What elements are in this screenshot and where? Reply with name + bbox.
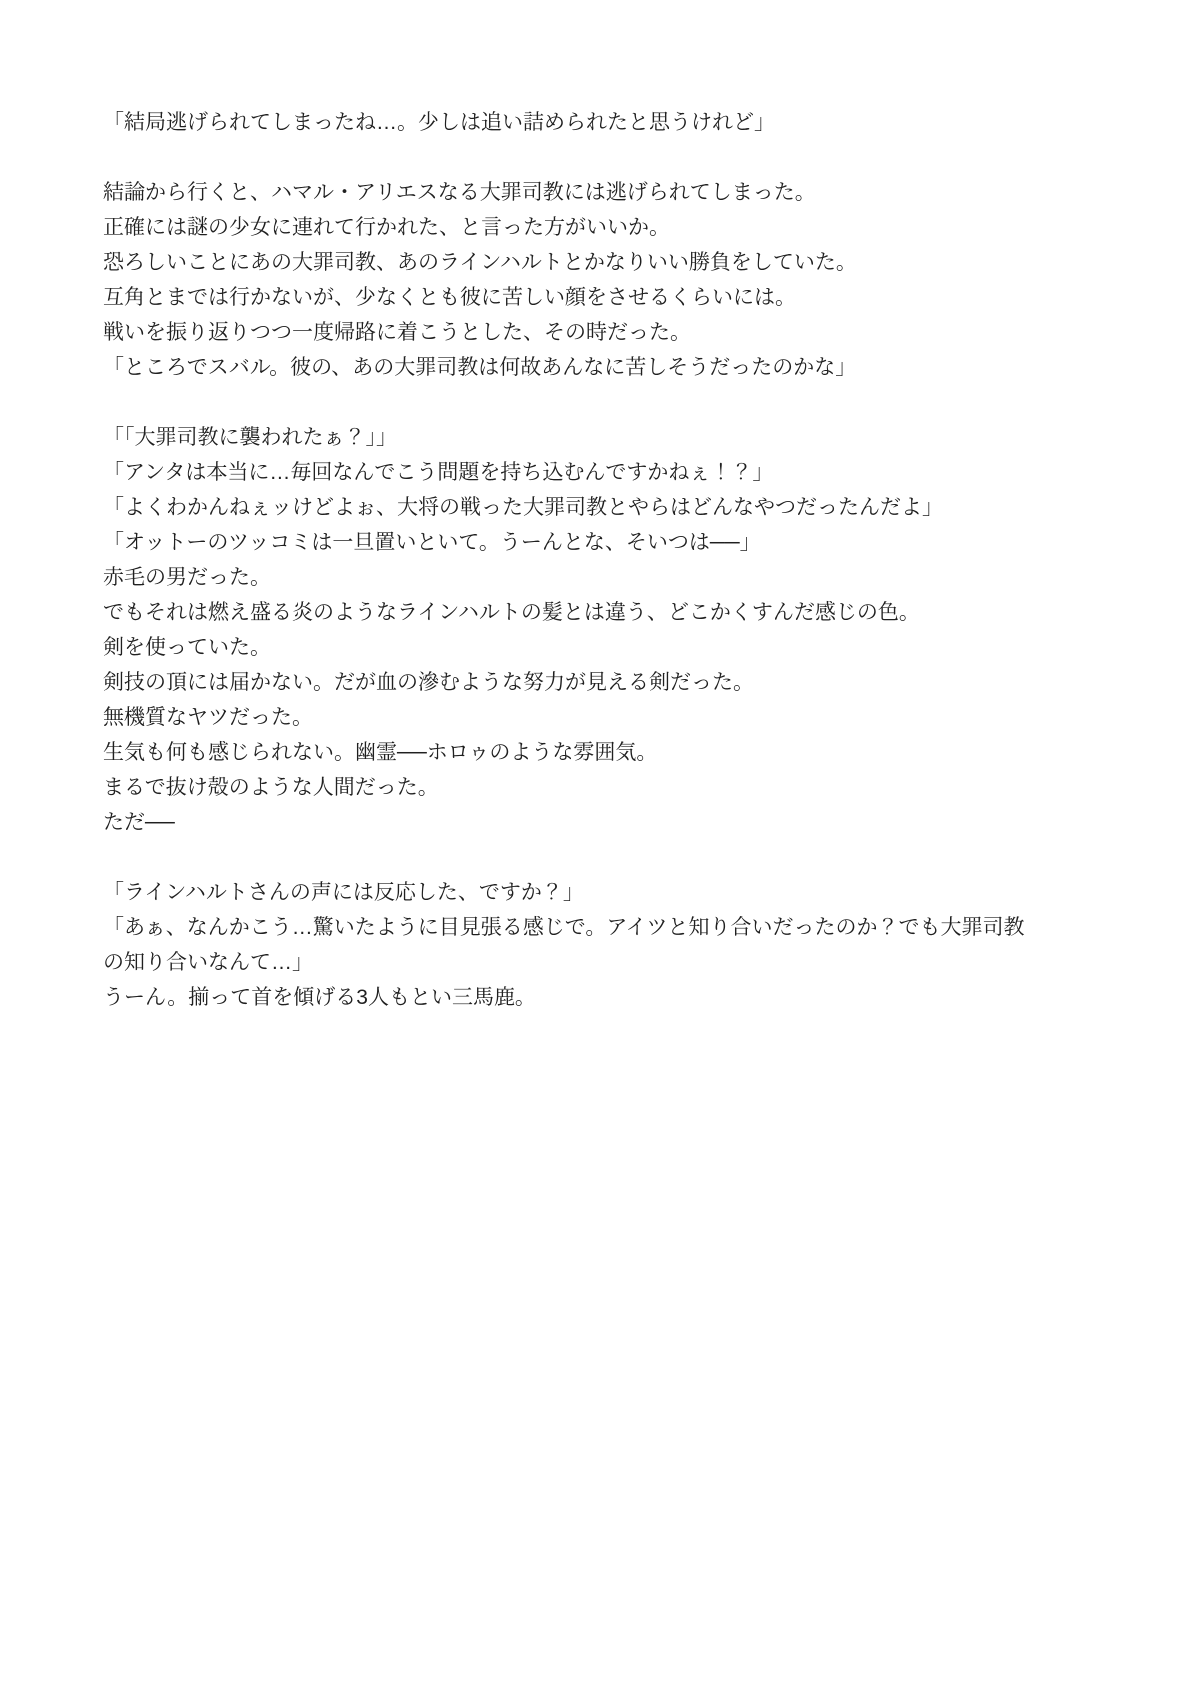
text-line: 互角とまでは行かないが、少なくとも彼に苦しい顔をさせるくらいには。 [103,286,796,309]
text-line: 「結局逃げられてしまったね…。少しは追い詰められたと思うけれど」 [103,111,775,134]
text-line: 戦いを振り返りつつ一度帰路に着こうとした、その時だった。 [103,321,691,344]
text-line: まるで抜け殻のような人間だった。 [103,776,439,799]
text-line: 「あぁ、なんかこう…驚いたように目見張る感じで。アイツと知り合いだったのか？でも大罪司教の知り合いなんて…」 [103,916,1025,974]
text-line: 無機質なヤツだった。 [103,706,313,729]
text-line: 「「大罪司教に襲われたぁ？」」 [103,426,397,449]
text-line: 生気も何も感じられない。幽霊──ホロゥのような雰囲気。 [103,741,658,764]
blank-line [103,140,1038,175]
document-text [103,105,1038,1015]
blank-line [103,840,1038,875]
text-line: 結論から行くと、ハマル・アリエスなる大罪司教には逃げられてしまった。 [103,181,816,204]
text-line: 「オットーのツッコミは一旦置いといて。うーんとな、そいつは──」 [103,531,761,554]
text-line: 「ラインハルトさんの声には反応した、ですか？」 [103,881,584,904]
text-line: 赤毛の男だった。 [103,566,271,589]
text-line: でもそれは燃え盛る炎のようなラインハルトの髪とは違う、どこかくすんだ感じの色。 [103,601,920,624]
text-line: うーん。揃って首を傾げる3人もとい三馬鹿。 [103,986,536,1009]
text-line: 「ところでスバル。彼の、あの大罪司教は何故あんなに苦しそうだったのかな」 [103,356,857,379]
text-line: 「よくわかんねぇッけどよぉ、大将の戦った大罪司教とやらはどんなやつだったんだよ」 [103,496,943,519]
text-line: 剣技の頂には届かない。だが血の滲むような努力が見える剣だった。 [103,671,754,694]
text-line: 正確には謎の少女に連れて行かれた、と言った方がいいか。 [103,216,670,239]
text-line: 「アンタは本当に…毎回なんでこう問題を持ち込むんですかねぇ！？」 [103,461,774,484]
text-line: ただ── [103,811,175,834]
blank-line [103,385,1038,420]
text-line: 剣を使っていた。 [103,636,271,659]
text-line: 恐ろしいことにあの大罪司教、あのラインハルトとかなりいい勝負をしていた。 [103,251,857,274]
